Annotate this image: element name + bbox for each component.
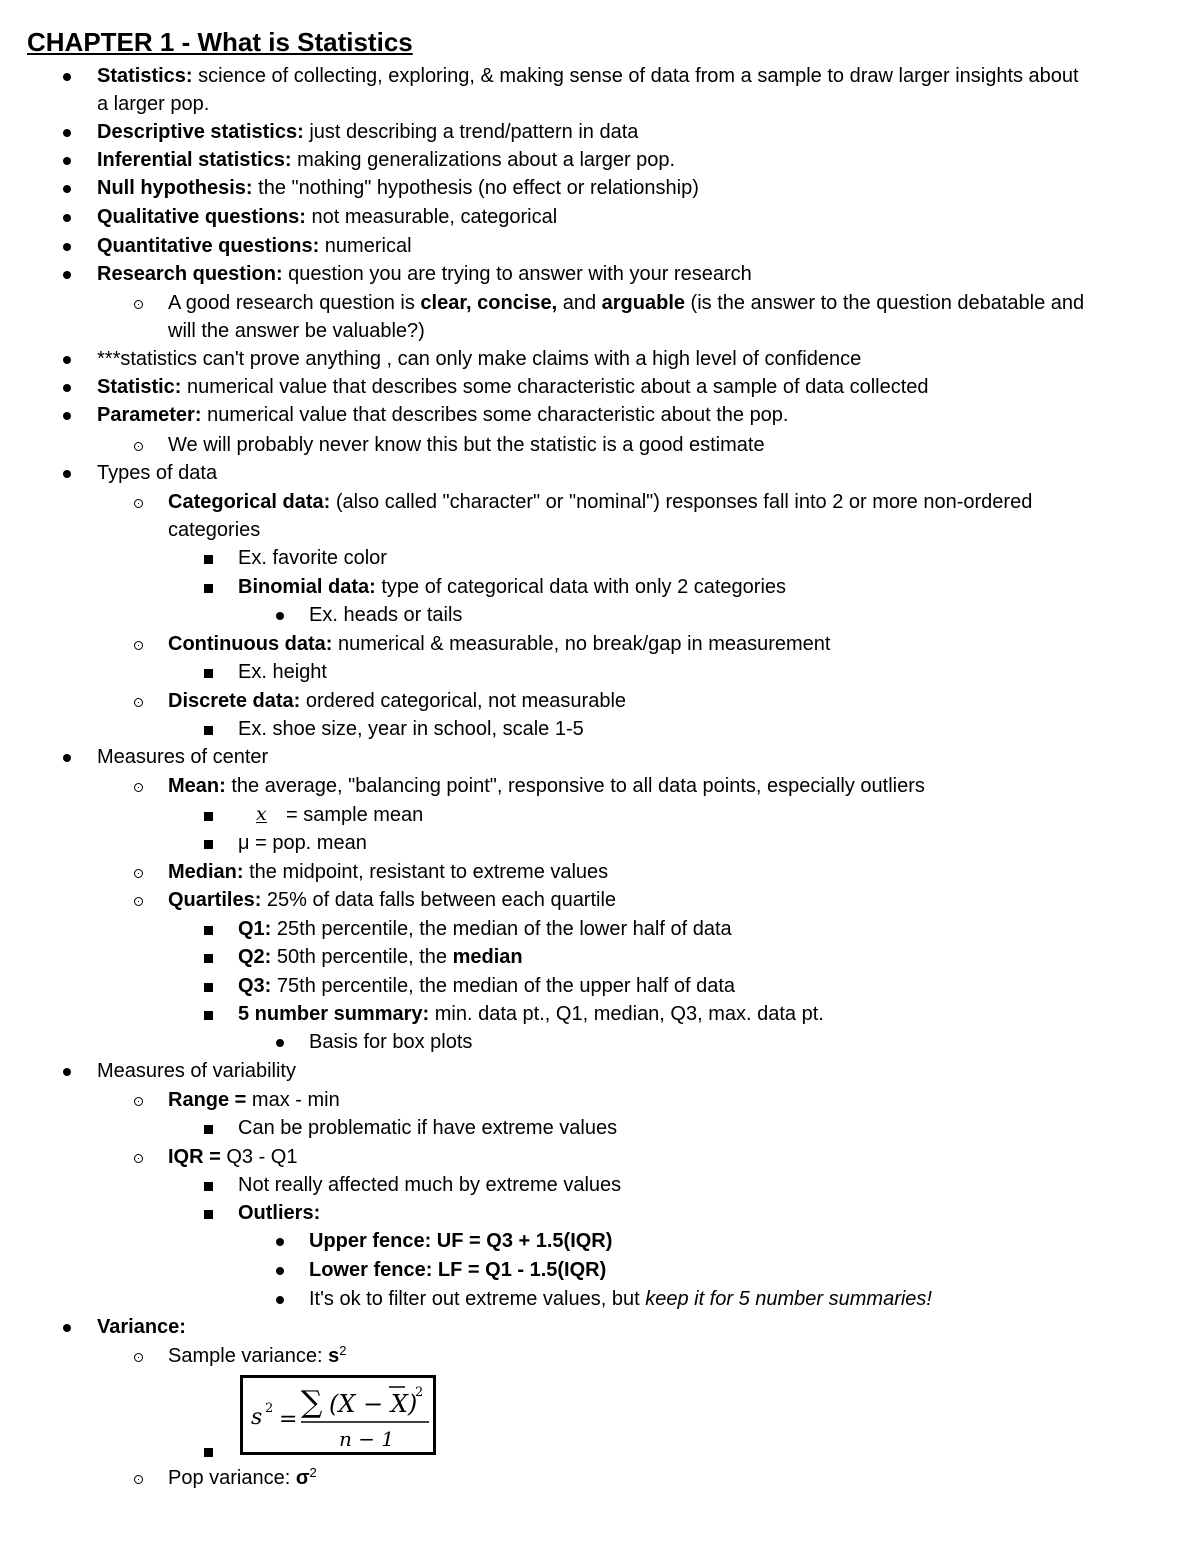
def-iqr [168, 1143, 298, 1171]
term: Inferential statistics: [97, 149, 292, 171]
definition: 75th percentile, the median of the upper half of data [271, 975, 735, 997]
term: Research question: [97, 263, 283, 285]
formula-numerator-exp: 2 [415, 1385, 424, 1400]
variance-heading: Variance: [97, 1316, 186, 1338]
text: and [557, 292, 602, 314]
bullet-square [204, 1210, 213, 1219]
def-descriptive [97, 118, 638, 146]
term: Q1: [238, 918, 272, 940]
bullet-circle [134, 869, 143, 878]
def-categorical [168, 488, 1032, 516]
term: Q3: [238, 975, 272, 997]
discrete-example: Ex. shoe size, year in school, scale 1-5 [238, 718, 584, 740]
bullet-square [204, 926, 213, 935]
definition: numerical value that describes some characteristic about a sample of data collected [181, 376, 929, 398]
term: Categorical data: [168, 491, 331, 513]
definition: ordered categorical, not measurable [300, 690, 627, 712]
def-quantitative [97, 232, 412, 260]
x-bar-symbol [256, 803, 267, 825]
bold-text: arguable [601, 292, 685, 314]
sample-variance-formula [240, 1375, 436, 1455]
pop-mean-text: μ = pop. mean [238, 832, 367, 854]
term: Discrete data: [168, 690, 301, 712]
bullet-disc [63, 185, 71, 193]
text: A good research question is [168, 292, 421, 314]
box-plots-note: Basis for box plots [309, 1031, 473, 1053]
bullet-disc [276, 1238, 284, 1246]
bullet-disc [276, 1267, 284, 1275]
definition: min. data pt., Q1, median, Q3, max. data pt. [429, 1003, 824, 1025]
def-q1 [238, 915, 732, 943]
categorical-example: Ex. favorite color [238, 547, 387, 569]
bullet-disc [63, 243, 71, 251]
def-discrete [168, 687, 626, 715]
bullet-square [204, 669, 213, 678]
research-question-note-continued: will the answer be valuable?) [168, 320, 425, 342]
term: Parameter: [97, 404, 202, 426]
bold-text: clear, concise, [420, 292, 558, 314]
formula-lhs: s [251, 1405, 263, 1430]
text: Pop variance: [168, 1467, 296, 1489]
definition: numerical [319, 235, 412, 257]
bullet-square [204, 726, 213, 735]
italic-text: keep it for 5 number summaries! [645, 1288, 932, 1310]
upper-fence: Upper fence: UF = Q3 + 1.5(IQR) [309, 1230, 613, 1252]
bullet-disc [63, 214, 71, 222]
term: Descriptive statistics: [97, 121, 304, 143]
binomial-example: Ex. heads or tails [309, 604, 463, 626]
bullet-disc [63, 470, 71, 478]
bullet-square [204, 555, 213, 564]
def-parameter [97, 401, 789, 429]
bullet-disc [63, 384, 71, 392]
definition: not measurable, categorical [305, 206, 558, 228]
bullet-circle [134, 897, 143, 906]
def-five-number-summary [238, 1000, 824, 1028]
text: Sample variance: [168, 1345, 329, 1367]
definition: numerical & measurable, no break/gap in measurement [332, 633, 831, 655]
bullet-disc [63, 1068, 71, 1076]
def-median [168, 858, 608, 886]
def-quartiles [168, 886, 616, 914]
bullet-square [204, 840, 213, 849]
x-bar-glyph: x [256, 803, 267, 825]
symbol: s [328, 1345, 340, 1367]
definition: science of collecting, exploring, & making sense of data from a sample to draw larger insights about [192, 65, 1079, 87]
definition: the midpoint, resistant to extreme values [243, 861, 609, 883]
bullet-square [204, 1182, 213, 1191]
def-mean [168, 772, 925, 800]
continuous-example: Ex. height [238, 661, 327, 683]
def-statistics [97, 62, 1079, 90]
symbol: σ [295, 1467, 310, 1489]
formula-svg [243, 1378, 433, 1452]
bullet-square [204, 1448, 213, 1457]
def-continuous [168, 630, 830, 658]
def-binomial [238, 573, 786, 601]
definition: question you are trying to answer with your research [282, 263, 752, 285]
def-statistic [97, 373, 929, 401]
term: Range = [168, 1089, 247, 1111]
bullet-square [204, 983, 213, 992]
bullet-circle [134, 300, 143, 309]
term: Statistics: [97, 65, 193, 87]
bullet-circle [134, 442, 143, 451]
text: (is the answer to the question debatable and [685, 292, 1085, 314]
definition: numerical value that describes some characteristic about the pop. [201, 404, 789, 426]
text: It's ok to filter out extreme values, but [309, 1288, 646, 1310]
term: Quantitative questions: [97, 235, 320, 257]
bullet-square [204, 1011, 213, 1020]
bullet-disc [276, 1039, 284, 1047]
bullet-circle [134, 698, 143, 707]
parameter-note: We will probably never know this but the statistic is a good estimate [168, 434, 765, 456]
page-title: CHAPTER 1 - What is Statistics [27, 27, 413, 57]
formula-equals: = [279, 1407, 298, 1432]
bullet-circle [134, 1097, 143, 1106]
definition: max - min [246, 1089, 340, 1111]
bullet-square [204, 1125, 213, 1134]
definition: just describing a trend/pattern in data [303, 121, 639, 143]
exponent: 2 [339, 1343, 347, 1358]
cant-prove-note: ***statistics can't prove anything , can only make claims with a high level of confidence [97, 348, 862, 370]
bullet-circle [134, 1353, 143, 1362]
bullet-circle [134, 1154, 143, 1163]
definition: making generalizations about a larger pop. [291, 149, 676, 171]
definition: (also called "character" or "nominal") responses fall into 2 or more non-ordered [330, 491, 1033, 513]
sample-variance-label [168, 1342, 346, 1370]
bullet-disc [63, 271, 71, 279]
def-qualitative [97, 203, 557, 231]
bullet-circle [134, 641, 143, 650]
bullet-disc [276, 1296, 284, 1304]
def-q2 [238, 943, 523, 971]
def-statistics-continued: a larger pop. [97, 93, 210, 115]
range-note: Can be problematic if have extreme values [238, 1117, 618, 1139]
def-q3 [238, 972, 735, 1000]
def-categorical-continued: categories [168, 519, 261, 541]
term: 5 number summary: [238, 1003, 430, 1025]
term: Mean: [168, 775, 226, 797]
bold-text: median [452, 946, 523, 968]
bullet-circle [134, 499, 143, 508]
iqr-note: Not really affected much by extreme values [238, 1174, 622, 1196]
bullet-circle [134, 783, 143, 792]
bullet-circle [134, 1475, 143, 1484]
def-inferential [97, 146, 675, 174]
bullet-square [204, 954, 213, 963]
term: Q2: [238, 946, 272, 968]
definition: the average, "balancing point", responsive to all data points, especially outliers [225, 775, 925, 797]
definition: 50th percentile, the [271, 946, 453, 968]
filter-note [309, 1285, 932, 1313]
term: Median: [168, 861, 244, 883]
definition: type of categorical data with only 2 categories [375, 576, 787, 598]
bullet-disc [63, 73, 71, 81]
bullet-disc [63, 412, 71, 420]
measures-of-center-heading: Measures of center [97, 746, 269, 768]
def-range [168, 1086, 340, 1114]
bullet-square [204, 812, 213, 821]
term: Null hypothesis: [97, 177, 253, 199]
bullet-disc [276, 612, 284, 620]
term: Continuous data: [168, 633, 333, 655]
bullet-disc [63, 157, 71, 165]
bullet-square [204, 584, 213, 593]
term: IQR = [168, 1146, 221, 1168]
formula-sigma: ∑ [301, 1385, 323, 1420]
bullet-disc [63, 1324, 71, 1332]
term: Binomial data: [238, 576, 376, 598]
bullet-disc [63, 356, 71, 364]
def-null-hypothesis [97, 174, 699, 202]
measures-of-variability-heading: Measures of variability [97, 1060, 296, 1082]
definition: 25% of data falls between each quartile [261, 889, 617, 911]
term: Statistic: [97, 376, 182, 398]
term: Quartiles: [168, 889, 262, 911]
def-research-question [97, 260, 752, 288]
formula-numerator: (X − X) [329, 1390, 418, 1418]
definition: Q3 - Q1 [220, 1146, 298, 1168]
term: Qualitative questions: [97, 206, 306, 228]
exponent: 2 [309, 1465, 317, 1480]
research-question-note [168, 289, 1084, 317]
lower-fence: Lower fence: LF = Q1 - 1.5(IQR) [309, 1259, 607, 1281]
formula-lhs-exp: 2 [265, 1401, 274, 1416]
definition: 25th percentile, the median of the lower half of data [271, 918, 732, 940]
sample-mean-text: = sample mean [286, 804, 424, 826]
bullet-disc [63, 754, 71, 762]
types-of-data-heading: Types of data [97, 462, 218, 484]
definition: the "nothing" hypothesis (no effect or relationship) [252, 177, 699, 199]
formula-denominator: n − 1 [339, 1427, 395, 1451]
pop-variance-label [168, 1464, 317, 1492]
bullet-disc [63, 129, 71, 137]
outliers-heading: Outliers: [238, 1202, 321, 1224]
